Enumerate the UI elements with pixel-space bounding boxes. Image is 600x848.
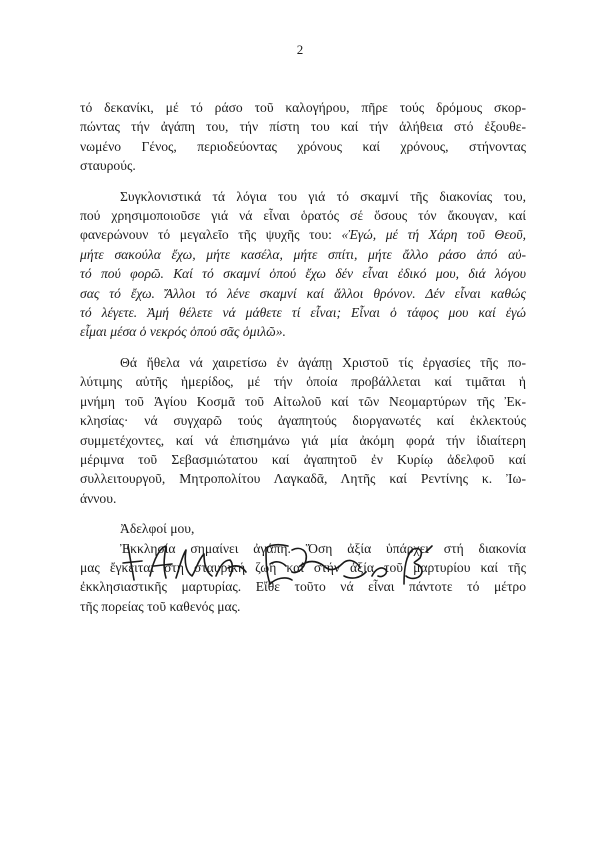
text-line: άννου. xyxy=(80,490,117,506)
text-line xyxy=(80,225,526,244)
quote-line: μήτε σακούλα ἔχω, μήτε κασέλα, μήτε σπίτι, μήτε ἄλλο ράσο ἀπό αὐ- xyxy=(80,246,526,262)
text-line: λύτιμης αὐτῆς ἡμερίδος, μέ τήν ὁποία προβάλλεται καί τιμᾶται ἡ xyxy=(80,374,526,390)
text-line: τό δεκανίκι, μέ τό ράσο τοῦ καλογήρου, πῆρε τούς δρόμους σκορ- xyxy=(80,100,526,115)
signature-cross xyxy=(123,546,142,580)
signature-stroke xyxy=(372,568,386,577)
text-line: κλησίας· νά συγχαρῶ τούς ἀγαπητούς διοργανωτές καί ἐκλεκτούς xyxy=(80,413,526,429)
text-line: συμμετέχοντες, καί νά ἐπισημάνω γιά μία ἀκόμη φορά τήν ἰδιαίτερη xyxy=(80,432,526,448)
text-line: Συγκλονιστικά τά λόγια του γιά τό σκαμνί τῆς διακονίας του, xyxy=(120,188,526,204)
quote-line: σας τό ἔχω. Ἄλλοι τό λένε σκαμνί καί ἄλλοι θρόνον. Δέν εἶναι καθώς xyxy=(80,285,526,301)
text-line: μας ἔγκειται στή σταυρική ζωή καί στήν ἀξία τοῦ μαρτυρίου καί τῆς xyxy=(80,559,526,575)
paragraph-2 xyxy=(80,187,526,342)
paragraph-1 xyxy=(80,98,526,176)
paragraph-3 xyxy=(80,353,526,508)
signature-stroke xyxy=(266,545,366,584)
text-fragment: φανερώνουν τό μεγαλεῖο τῆς ψυχῆς του: xyxy=(80,227,332,243)
text-line: μνήμη τοῦ Ἁγίου Κοσμᾶ τοῦ Αἰτωλοῦ καί τῶν Νεομαρτύρων τῆς Ἐκ- xyxy=(80,393,526,409)
text-line: σταυρούς. xyxy=(80,158,136,174)
text-line: πού χρησιμοποιοῦσε γιά νά εἶναι ὁρατός σέ ὅσους τόν ἄκουγαν, καί xyxy=(80,208,526,224)
text-line: συλλειτουργοῦ, Μητροπολίτου Λαγκαδᾶ, Λητῆς καί Ρεντίνης κ. Ἰω- xyxy=(80,471,526,487)
quote-line: τό πού φορῶ. Καί τό σκαμνί ὁπού ἔχω δέν εἶναι ἐδικό μου, διά λόγου xyxy=(80,266,526,282)
quote-fragment: «Ἐγώ, μέ τή Χάρη τοῦ Θεοῦ, xyxy=(341,227,526,243)
text-line: Ἐκκλησία σημαίνει ἀγάπη. Ὅση ἀξία ὑπάρχει στή διακονία xyxy=(120,540,526,556)
text-line: Ἀδελφοί μου, xyxy=(120,521,195,537)
page-number: 2 xyxy=(296,42,304,57)
quote-line: εἶμαι μέσα ὁ νεκρός ὁπού σᾶς ὁμιλῶ». xyxy=(80,324,286,340)
quote-line: τό λέγετε. Ἀμή θέλετε νά μάθετε τί εἶναι; Εἶναι ὁ τάφος μου καί ἐγώ xyxy=(80,305,526,321)
text-line: νωμένο Γένος, περιοδεύοντας χρόνους καί χρόνους, στήνοντας xyxy=(80,138,526,154)
text-line: τῆς πορείας τοῦ καθενός μας. xyxy=(80,598,241,614)
signature-tick xyxy=(426,546,432,552)
text-line: μέριμνα τοῦ Σεβασμιώτατου καί ἀγαπητοῦ ἐν Κυρίῳ ἀδελφοῦ καί xyxy=(80,451,526,467)
handwritten-signature xyxy=(120,536,440,592)
text-line: Θά ἤθελα νά χαιρετίσω ἐν ἀγάπῃ Χριστοῦ τίς ἐργασίες τῆς πο- xyxy=(120,354,526,370)
text-line: ἐκκλησιαστικῆς μαρτυρίας. Εἴθε τοῦτο νά εἶναι πάντοτε τό μέτρο xyxy=(80,579,526,595)
signature-beta xyxy=(404,548,422,584)
text-line: πώντας τήν ἀγάπη του, τήν πίστη του καί τήν ἀλήθεια στό ἐξουθε- xyxy=(80,119,526,135)
signature-stroke xyxy=(150,546,246,578)
